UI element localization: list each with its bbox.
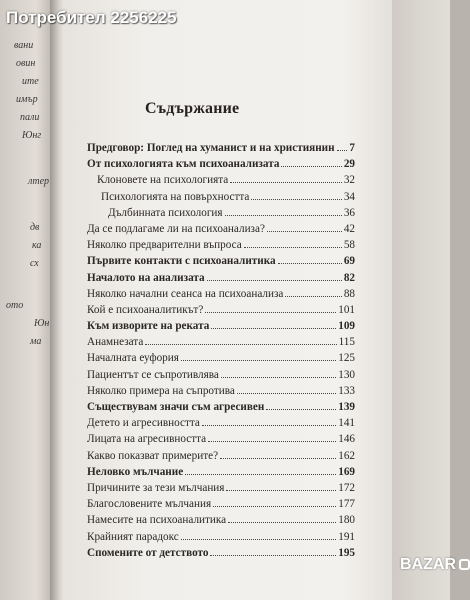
toc-entry-title: Първите контакти с психоаналитика (87, 255, 276, 268)
toc-entry-page: 191 (338, 530, 355, 543)
toc-entry-title: Клоновете на психологията (97, 174, 229, 187)
toc-entry (87, 383, 355, 399)
left-page-fragment: вани (14, 40, 34, 51)
left-page-fragment: Юнг (22, 130, 42, 141)
toc-entry-title: Намесите на психоаналитика (87, 514, 227, 527)
left-page-fragment: ка (32, 240, 42, 251)
dot-leader (205, 312, 336, 313)
left-page (0, 0, 52, 600)
toc-entry-page: 69 (343, 255, 355, 268)
toc-entry-title: Няколко предварителни въпроса (87, 239, 242, 252)
toc-entry (87, 237, 355, 253)
dot-leader (208, 441, 336, 442)
toc-entry-title: Съществувам значи съм агресивен (87, 401, 265, 413)
user-watermark: Потребител 2256225 (6, 8, 177, 27)
toc-entry-title: От психологията към психоанализата (87, 158, 280, 171)
left-page-fragment: имър (16, 94, 38, 105)
toc-entry (87, 140, 355, 156)
bazar-logo (400, 556, 470, 574)
toc-entry-title: Психологията на повърхността (101, 190, 250, 203)
left-page-fragment: дв (30, 222, 40, 233)
toc-entry (87, 270, 355, 286)
toc-entry (87, 431, 355, 447)
toc-entry (87, 189, 355, 205)
toc-entry-page: 34 (343, 190, 355, 203)
toc-entry-page: 88 (343, 287, 355, 300)
dot-leader (281, 166, 341, 167)
dot-leader (202, 425, 336, 426)
toc-entry-title: Пациентът се съпротивлява (87, 368, 219, 381)
toc-entry-title: Лицата на агресивността (87, 433, 207, 446)
toc-entry-title: Анамнезата (87, 336, 144, 349)
left-page-fragment: пали (20, 112, 40, 123)
dot-leader (221, 377, 336, 378)
toc-entry-page: 82 (343, 271, 355, 284)
dot-leader (220, 458, 336, 459)
toc-entry-title: Детето и агресивността (87, 417, 200, 430)
toc-entry-page: 101 (338, 303, 355, 316)
dot-leader (211, 328, 336, 329)
toc-entry-page: 162 (338, 449, 355, 462)
left-page-fragment: сх (30, 258, 39, 269)
toc-entry-title: Началото на анализата (87, 271, 205, 284)
toc-entry (87, 545, 355, 561)
toc-entry (87, 318, 355, 334)
toc-entry-title: Дълбинната психология (108, 206, 223, 219)
toc-entry-page: 7 (349, 142, 355, 154)
toc-entry (87, 529, 355, 545)
toc-title: Съдържание (145, 100, 240, 117)
toc-entry (87, 415, 355, 431)
dot-leader (226, 490, 336, 491)
toc-entry-page: 115 (338, 336, 355, 349)
toc-entry-page: 172 (338, 481, 355, 494)
toc-entry (87, 399, 355, 415)
toc-entry-title: Благословените мълчания (87, 498, 212, 511)
dot-leader (251, 199, 341, 200)
toc-entry-title: Спомените от детството (87, 546, 209, 559)
toc-entry (87, 367, 355, 383)
toc-entry-page: 180 (338, 514, 355, 527)
toc-entry (87, 253, 355, 269)
dot-leader (210, 555, 336, 556)
toc-entry-title: Към изворите на реката (87, 320, 210, 333)
toc-entry-title: Няколко начални сеанса на психоанализа (87, 287, 284, 300)
left-page-fragment: Юн (34, 318, 50, 329)
toc-entry-title: Какво показват примерите? (87, 449, 219, 462)
toc-entry-page: 141 (338, 417, 355, 430)
toc-entry-page: 195 (338, 546, 355, 559)
toc-entry (87, 350, 355, 366)
toc-entry (87, 480, 355, 496)
dot-leader (267, 231, 342, 232)
toc-entry (87, 512, 355, 528)
dot-leader (278, 263, 342, 264)
toc-entry (87, 221, 355, 237)
toc-entry-page: 169 (338, 465, 355, 478)
toc-entry (87, 205, 355, 221)
dot-leader (181, 360, 336, 361)
toc-entry-page: 58 (343, 239, 355, 252)
toc-entry-page: 177 (338, 498, 355, 511)
toc-entry-title: Крайният парадокс (87, 530, 179, 543)
left-page-fragment: овин (16, 58, 36, 69)
toc-entry-title: Няколко примера на съпротива (87, 384, 235, 397)
left-page-fragment: ма (30, 336, 42, 347)
bag-icon (459, 559, 470, 570)
toc-entry-title: Началната еуфория (87, 352, 179, 365)
toc-entry-title: Предговор: Поглед на хуманист и на християнин (87, 142, 335, 154)
toc-entry (87, 496, 355, 512)
dot-leader (185, 474, 336, 475)
left-page-fragment: лтер (28, 176, 50, 187)
toc-entry-title: Причините за тези мълчания (87, 481, 225, 494)
dot-leader (145, 344, 336, 345)
toc-entry-page: 130 (338, 368, 355, 381)
toc-entry (87, 286, 355, 302)
toc-entry (87, 302, 355, 318)
toc-entry-page: 32 (343, 174, 355, 187)
dot-leader (213, 506, 336, 507)
toc-entry-page: 125 (338, 352, 355, 365)
toc-entry (87, 448, 355, 464)
logo-text: BAZAR (400, 556, 456, 573)
left-page-fragment: ото (6, 300, 24, 311)
dot-leader (285, 296, 341, 297)
toc-entry-page: 133 (338, 384, 355, 397)
toc-entry (87, 464, 355, 480)
dot-leader (207, 280, 342, 281)
dot-leader (230, 182, 342, 183)
toc-entry-page: 42 (343, 222, 355, 235)
toc-entry-page: 109 (338, 320, 355, 333)
toc-entry-title: Кой е психоаналитикът? (87, 303, 204, 316)
left-page-fragment: ите (22, 76, 39, 87)
toc-entry (87, 156, 355, 172)
dot-leader (228, 522, 336, 523)
toc-entry (87, 172, 355, 188)
table-of-contents (87, 140, 355, 561)
toc-entry-title: Неловко мълчание (87, 465, 184, 478)
toc-entry-page: 36 (343, 206, 355, 219)
toc-entry (87, 334, 355, 350)
toc-entry-page: 146 (338, 433, 355, 446)
page-edge (392, 0, 450, 600)
dot-leader (266, 409, 336, 410)
toc-entry-title: Да се подлагаме ли на психоанализа? (87, 222, 265, 235)
toc-entry-page: 29 (343, 158, 355, 171)
dot-leader (337, 150, 348, 151)
dot-leader (181, 539, 336, 540)
dot-leader (225, 215, 342, 216)
dot-leader (244, 247, 342, 248)
toc-entry-page: 139 (338, 401, 355, 413)
dot-leader (237, 393, 336, 394)
